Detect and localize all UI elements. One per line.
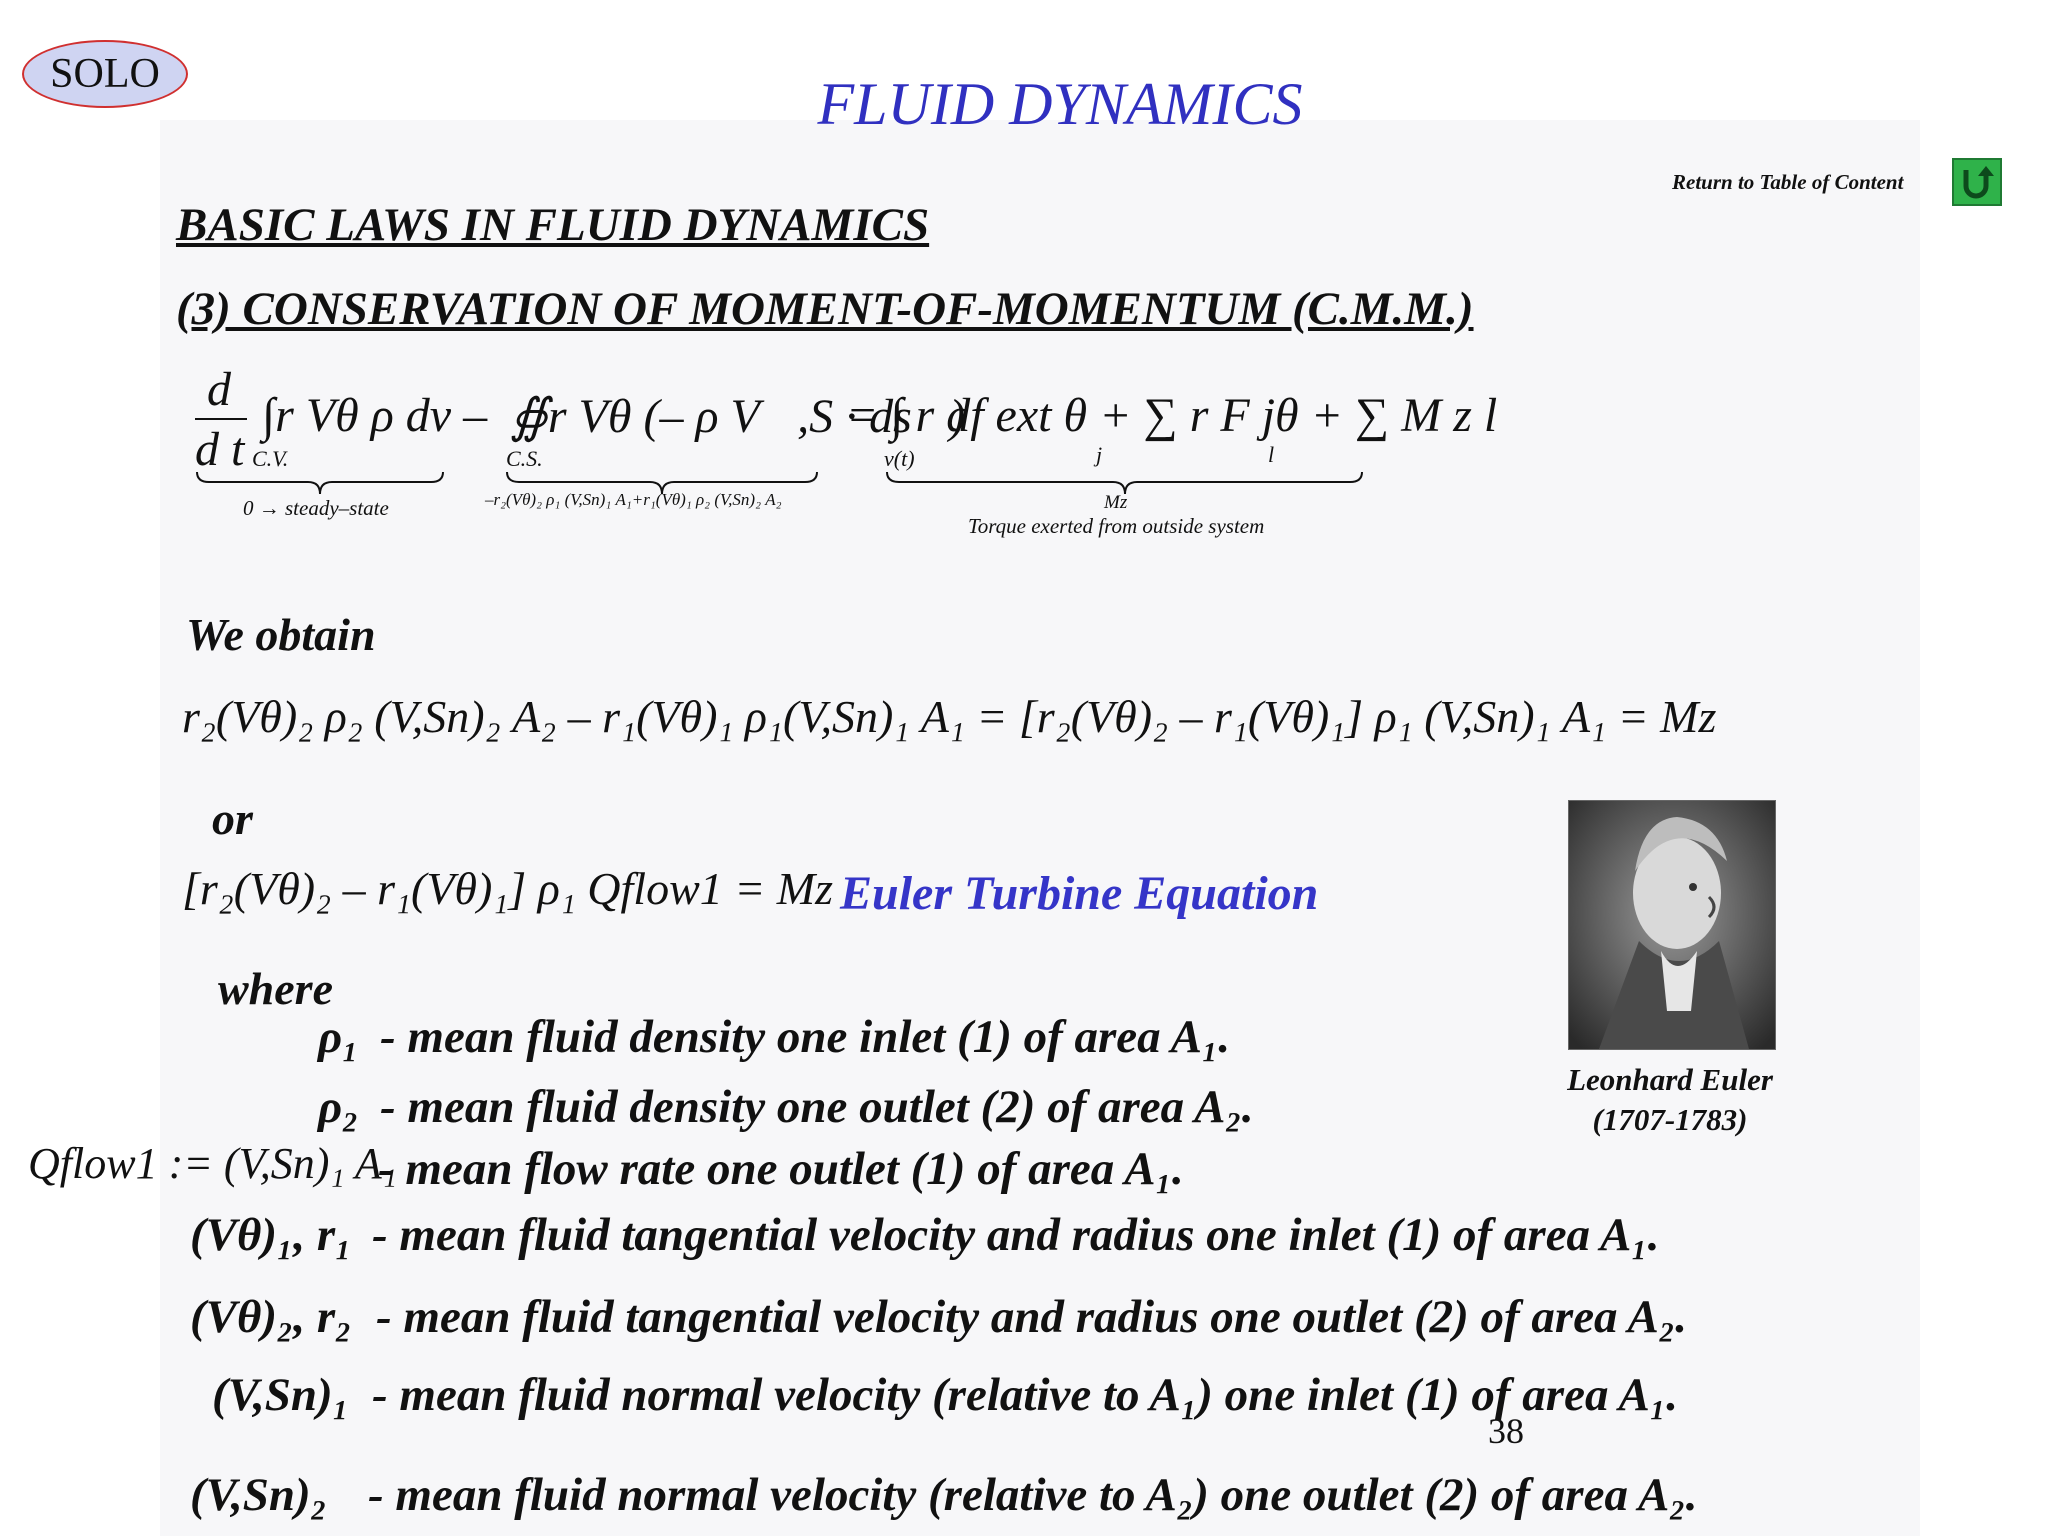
def-text-rho1: - mean fluid density one inlet (1) of area A₁. [380, 1011, 1231, 1063]
def-text-rho2: - mean fluid density one outlet (2) of area A₂. [380, 1081, 1254, 1133]
def-text-vtheta1: - mean fluid tangential velocity and radius one inlet (1) of area A₁. [372, 1209, 1660, 1261]
solo-logo: SOLO [22, 40, 188, 108]
eq-term2-sub: C.S. [506, 446, 543, 471]
fraction-bar [195, 418, 247, 420]
label-or: or [212, 793, 253, 844]
def-text-vsn2: - mean fluid normal velocity (relative to A₂) one outlet (2) of area A₂. [368, 1469, 1698, 1521]
def-text-qflow: - mean flow rate one outlet (1) of area A₁. [378, 1143, 1184, 1195]
label-where: where [218, 963, 333, 1014]
page-title: FLUID DYNAMICS [817, 71, 1303, 137]
note-mz: Mz [1104, 492, 1128, 513]
eq-term1-sub: C.V. [252, 446, 289, 471]
eq-dt: d t [195, 423, 245, 476]
portrait-years: (1707-1783) [1592, 1102, 1748, 1137]
equation-euler: [r₂(Vθ)₂ – r₁(Vθ)₁] ρ₁ Qflow1 = Mz [182, 863, 834, 914]
def-symbol-rho2: ρ₂ [318, 1081, 359, 1133]
def-symbol-qflow: Qflow1 := (V,Sn)₁ A₁ [28, 1139, 398, 1188]
note-torque: Torque exerted from outside system [968, 514, 1265, 538]
eq-rhs-sub-l: l [1268, 442, 1275, 467]
def-symbol-vsn2: (V,Sn)₂ [190, 1469, 328, 1521]
eq-rhs-sub-vt: v(t) [884, 446, 915, 471]
portrait-name: Leonhard Euler [1567, 1062, 1773, 1097]
note-flux-terms: –r₂(Vθ)₂ ρ₁ (V,Sn)₁ A₁+r₁(Vθ)₁ ρ₂ (V,Sn)₂ A₂ [485, 490, 782, 509]
return-to-toc-link[interactable]: Return to Table of Content [1672, 170, 1904, 194]
def-symbol-vtheta1: (Vθ)₁, r₁ [190, 1209, 352, 1261]
euler-portrait [1568, 800, 1776, 1050]
euler-turbine-label: Euler Turbine Equation [840, 867, 1319, 920]
def-text-vtheta2: - mean fluid tangential velocity and radius one outlet (2) of area A₂. [376, 1291, 1688, 1343]
underbrace-steady [195, 470, 445, 496]
def-symbol-vtheta2: (Vθ)₂, r₂ [190, 1291, 352, 1343]
heading-basic-laws: BASIC LAWS IN FLUID DYNAMICS [176, 199, 930, 251]
eq-rhs: = ∫ r df ext θ + ∑ r F jθ + ∑ M z l [846, 389, 1498, 442]
note-steady-state: 0 → steady–state [243, 496, 389, 520]
eq-rhs-sub-j: j [1096, 442, 1103, 467]
eq-term1: ∫r Vθ ρ dv – [262, 389, 488, 442]
label-we-obtain: We obtain [186, 609, 376, 660]
def-symbol-vsn1: (V,Sn)₁ [212, 1369, 350, 1421]
def-text-vsn1: - mean fluid normal velocity (relative to A₁) one inlet (1) of area A₁. [372, 1369, 1678, 1421]
eq-term2: ∯r Vθ (– ρ V⃗,S · ds⃗) [510, 390, 966, 443]
eq-d: d [207, 363, 231, 416]
heading-cmm: (3) CONSERVATION OF MOMENT-OF-MOMENTUM (C.M.M.) [176, 283, 1474, 335]
page-number: 38 [1488, 1411, 1524, 1451]
return-arrow-icon[interactable] [1952, 158, 2002, 206]
equation-obtain: r₂(Vθ)₂ ρ₂ (V,Sn)₂ A₂ – r₁(Vθ)₁ ρ₁(V,Sn)₁ A₁ = [r₂(Vθ)₂ – r₁(Vθ)₁] ρ₁ (V,Sn)₁ A₁ = Mz [182, 691, 1717, 742]
def-symbol-rho1: ρ₁ [318, 1011, 359, 1063]
